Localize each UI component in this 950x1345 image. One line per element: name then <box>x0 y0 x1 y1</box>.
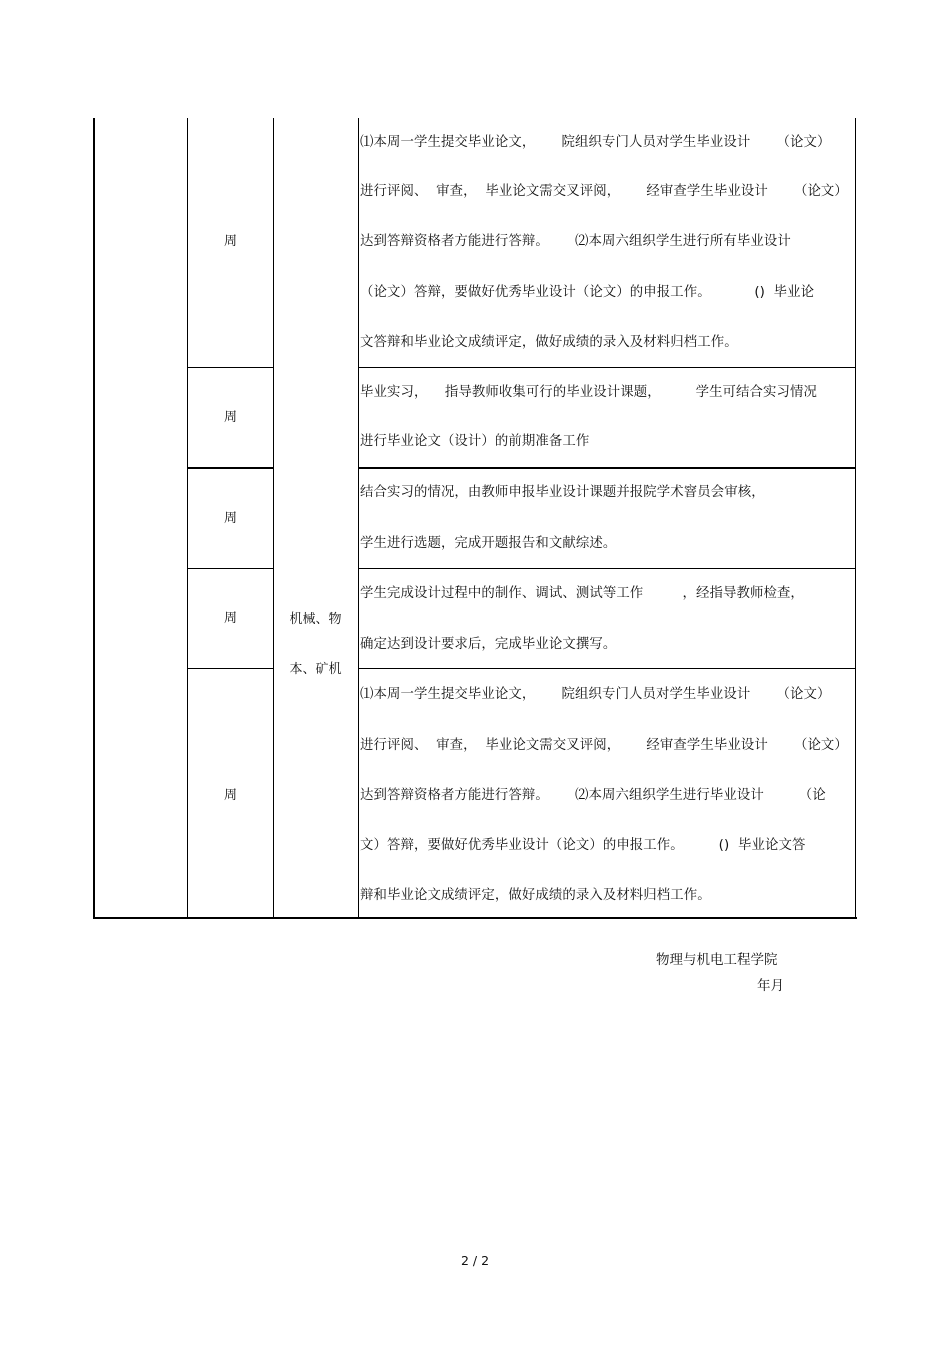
row-divider-1a <box>187 367 273 368</box>
table-col-divider-3 <box>358 118 359 918</box>
row-divider-3a <box>187 568 273 569</box>
content-line: （论文）答辩，要做好优秀毕业设计（论文）的申报工作。 () 毕业论 <box>360 285 815 300</box>
content-line: 结合实习的情况，由教师申报毕业设计课题并报院学术窨员会审核， <box>360 485 765 500</box>
major-label-line-2: 本、矿机 <box>289 662 342 677</box>
major-label-line-1: 机械、物 <box>289 612 342 627</box>
content-line: ⑴本周一学生提交毕业论文， 院组织专门人员对学生毕业设计 （论文） <box>360 687 831 702</box>
content-line: 确定达到设计要求后，完成毕业论文撰写。 <box>360 637 617 652</box>
content-line: 文答辩和毕业论文成绩评定，做好成绩的录入及材料归档工作。 <box>360 335 738 350</box>
content-line: 达到答辩资格者方能进行答辩。 ⑵本周六组织学生进行所有毕业设计 <box>360 234 791 249</box>
footer-date: 年月 <box>757 978 784 994</box>
content-line: 毕业实习， 指导教师收集可行的毕业设计课题， 学生可结合实习情况 <box>360 385 817 400</box>
content-line: 辩和毕业论文成绩评定，做好成绩的录入及材料归档工作。 <box>360 888 711 903</box>
table-col-divider-2 <box>273 118 274 918</box>
week-cell: 周 <box>223 410 237 425</box>
content-line: 进行评阅、 审查， 毕业论文需交叉评阅， 经审查学生毕业设计 （论文） <box>360 738 848 753</box>
page-number: 2 / 2 <box>460 1253 490 1268</box>
footer-school-name: 物理与机电工程学院 <box>656 952 778 968</box>
content-line: 进行评阅、 审查， 毕业论文需交叉评阅， 经审查学生毕业设计 （论文） <box>360 184 848 199</box>
week-cell: 周 <box>223 788 237 803</box>
content-line: 学生进行选题，完成开题报告和文献综述。 <box>360 536 617 551</box>
content-line: 学生完成设计过程中的制作、调试、测试等工作 ，经指导教师检查， <box>360 586 804 601</box>
week-cell: 周 <box>223 611 237 626</box>
content-line: 文）答辩，要做好优秀毕业设计（论文）的申报工作。 () 毕业论文答 <box>360 838 806 853</box>
table-right-border <box>855 118 856 918</box>
content-line: 进行毕业论文（设计）的前期准备工作 <box>360 434 590 449</box>
week-cell: 周 <box>223 234 237 249</box>
content-line: ⑴本周一学生提交毕业论文， 院组织专门人员对学生毕业设计 （论文） <box>360 135 831 150</box>
week-cell: 周 <box>223 511 237 526</box>
row-divider-2a <box>187 467 273 469</box>
row-divider-4a <box>187 668 273 669</box>
content-line: 达到答辩资格者方能进行答辩。 ⑵本周六组织学生进行毕业设计 （论 <box>360 788 826 803</box>
table-left-border <box>93 118 95 918</box>
